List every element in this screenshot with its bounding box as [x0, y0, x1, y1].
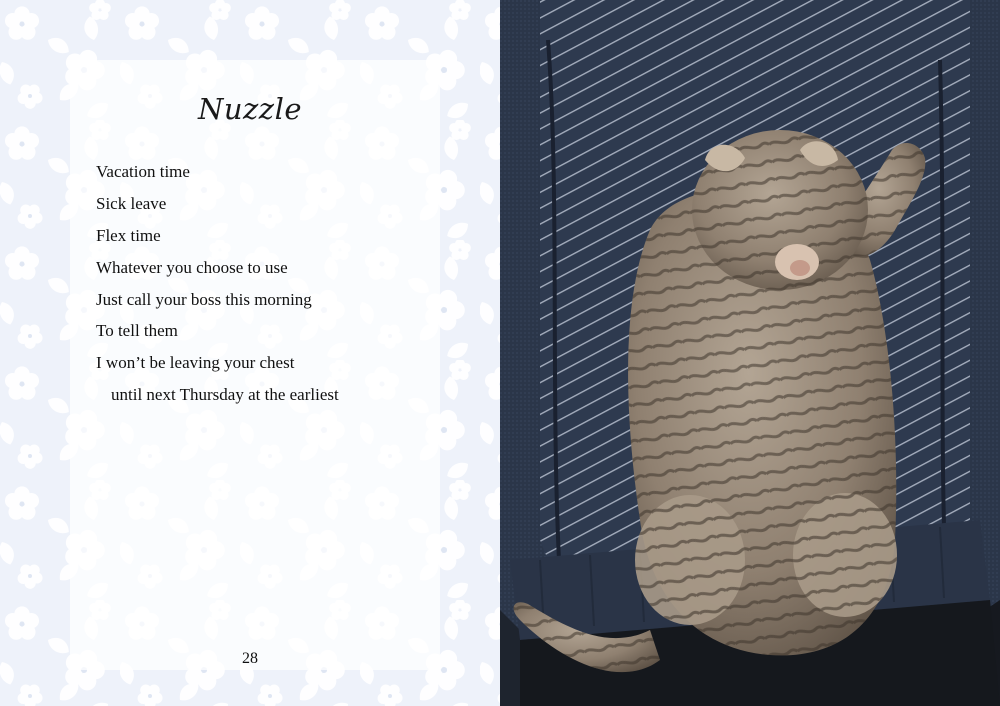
poem-line: To tell them [96, 321, 178, 341]
poem-line: Vacation time [96, 162, 190, 181]
poem-title: Nuzzle [197, 92, 303, 126]
page-number: 28 [242, 650, 258, 667]
poem-line: until next Thursday at the earliest [111, 385, 339, 405]
poem-line: Sick leave [96, 193, 167, 213]
poem-line: Flex time [96, 225, 161, 245]
poem-body [96, 160, 339, 415]
right-page-photo [500, 0, 1000, 706]
poem-line: Whatever you choose to use [96, 257, 288, 277]
poem-line: I won’t be leaving your chest [96, 353, 295, 373]
cat-on-chest-photo [500, 0, 1000, 706]
poem-line: Just call your boss this morning [96, 289, 312, 309]
